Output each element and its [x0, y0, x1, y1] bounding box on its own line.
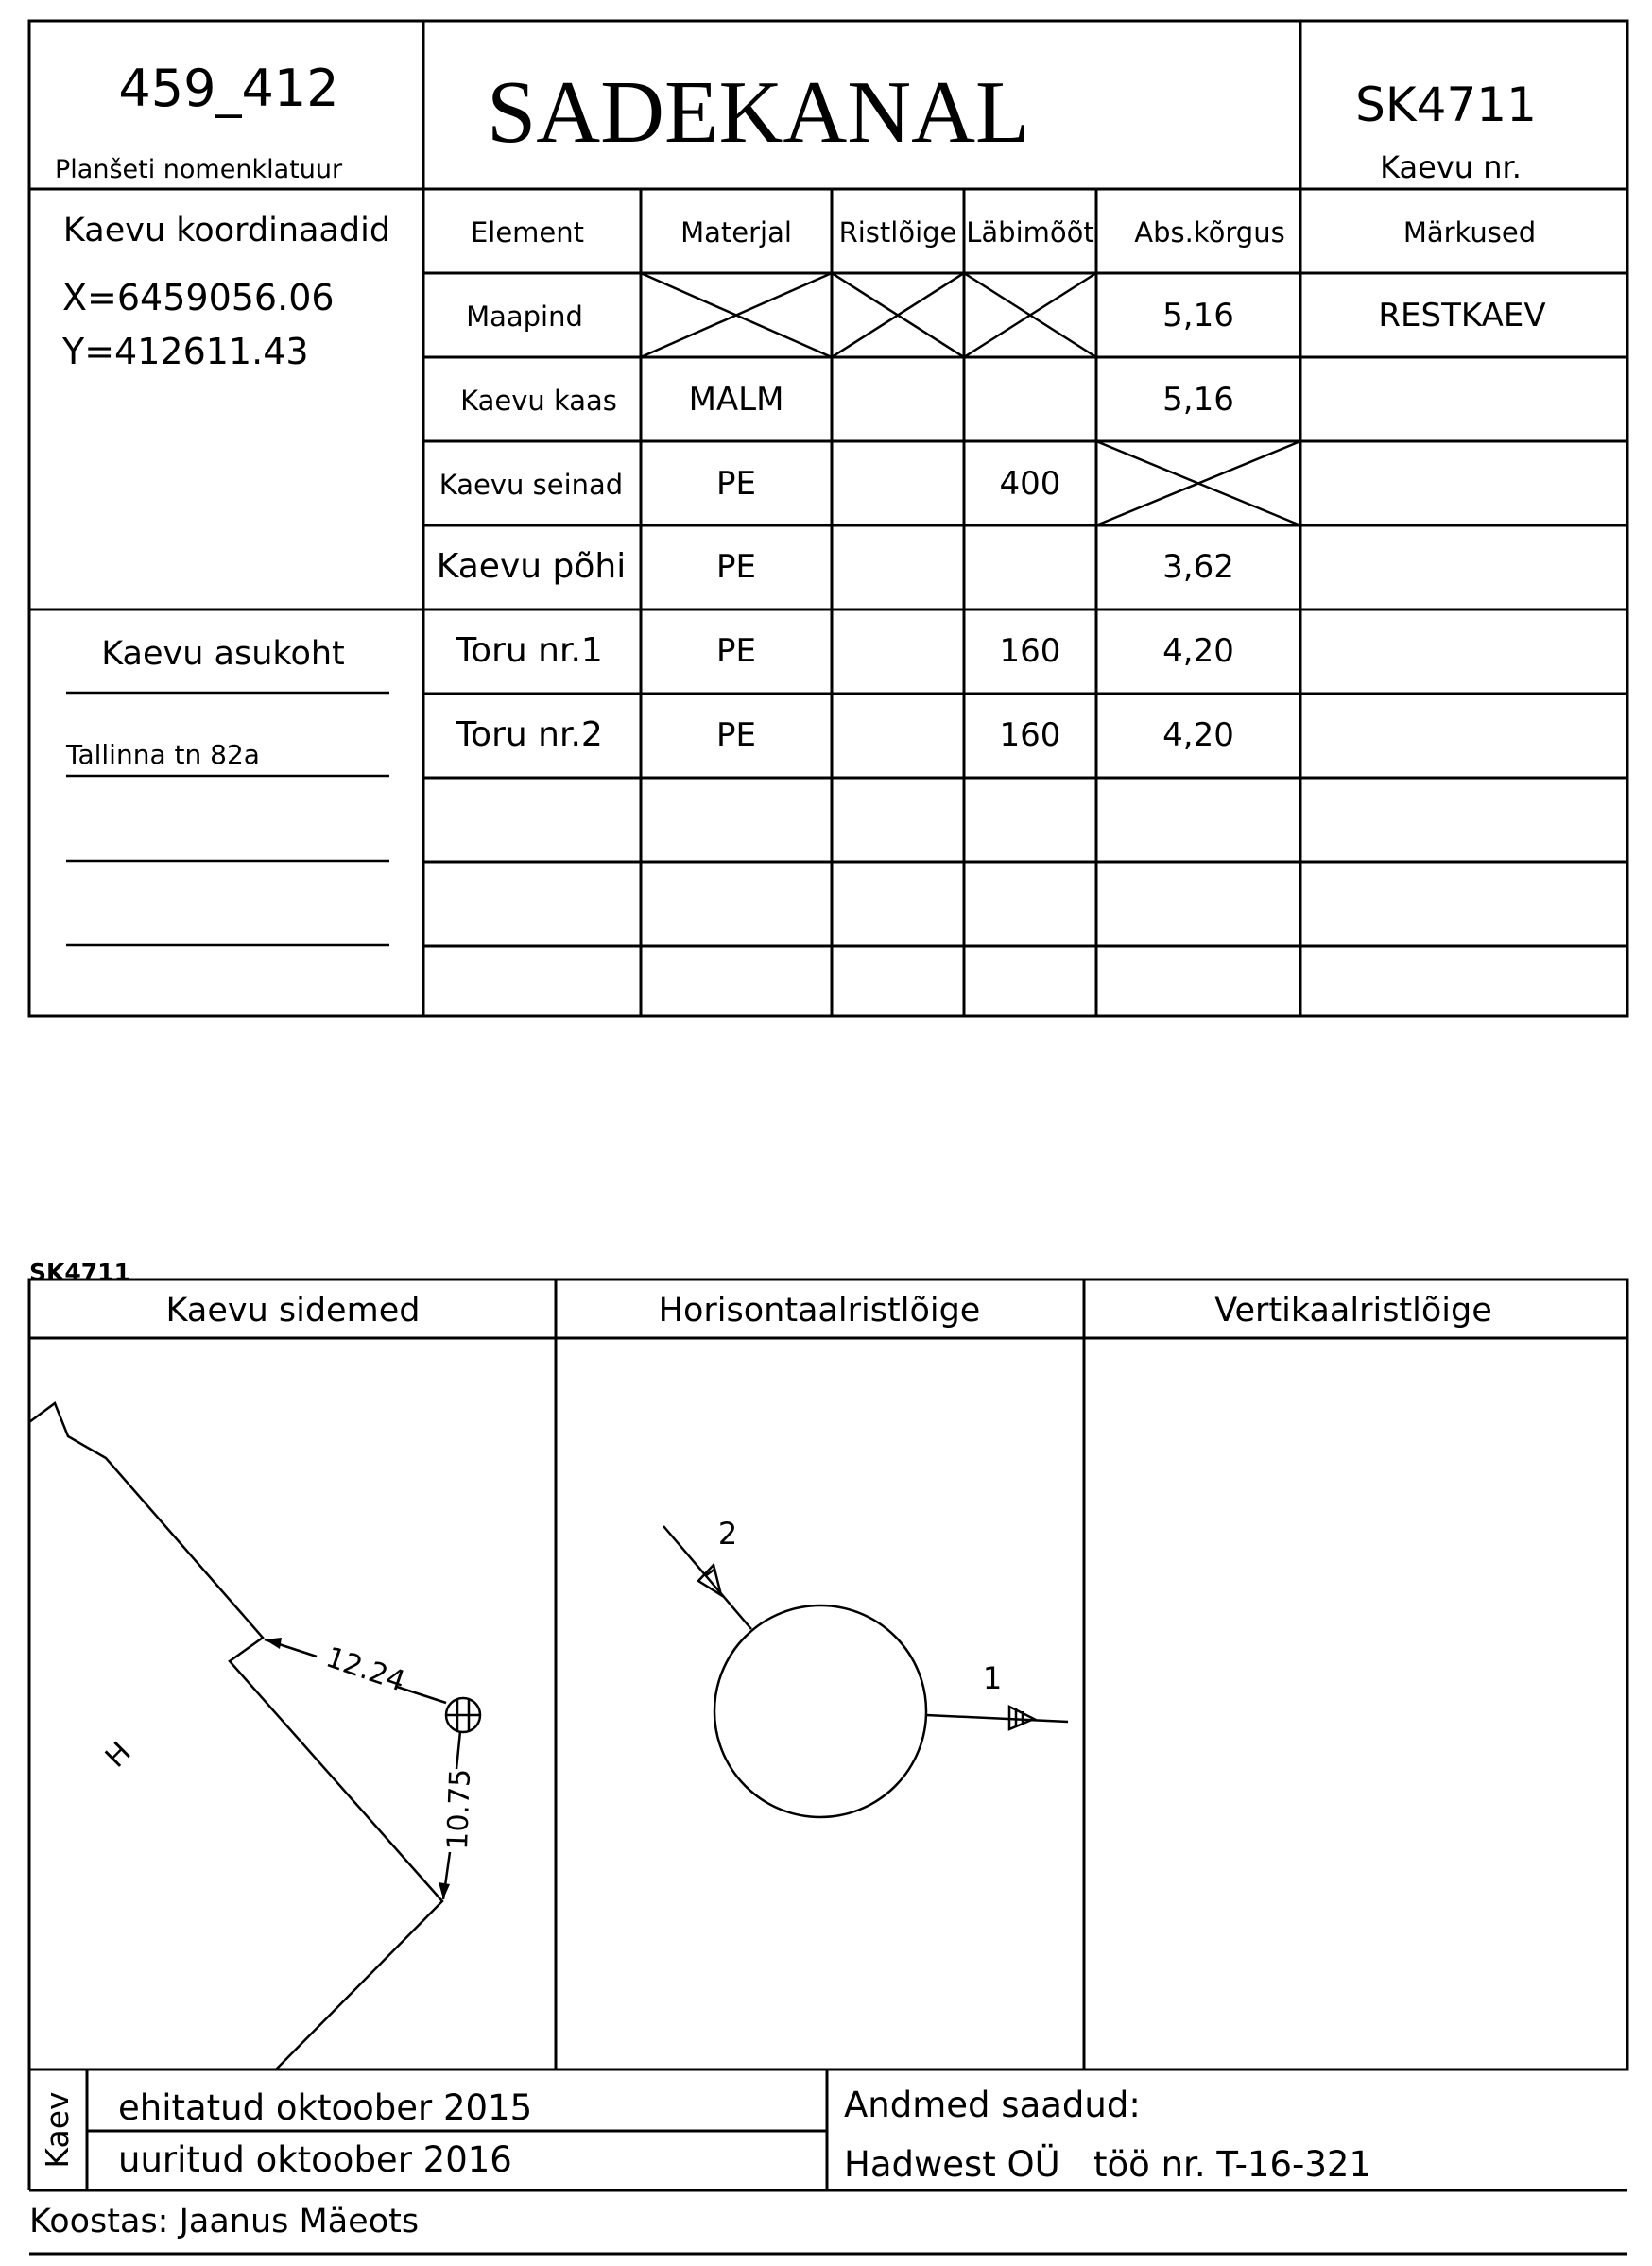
ties-drawing: [29, 1403, 480, 2069]
col-header-material: Materjal: [680, 216, 792, 249]
cell-element: Maapind: [466, 300, 583, 333]
page-title: SADEKANAL: [487, 63, 1030, 162]
well-number: SK4711: [1355, 77, 1537, 132]
panel-title-horizontal: Horisontaalristlõige: [658, 1292, 981, 1330]
cell-diameter: 160: [999, 716, 1061, 754]
horizontal-section-drawing: [663, 1516, 1068, 1817]
cell-material: PE: [716, 632, 756, 670]
cell-diameter: 400: [999, 465, 1061, 503]
table-row: [466, 297, 1545, 335]
cell-element: Kaevu seinad: [439, 469, 624, 501]
footer-side-label: Kaev: [39, 2091, 76, 2169]
coordinate-y: Y=412611.43: [62, 331, 309, 372]
col-header-element: Element: [470, 216, 585, 249]
col-header-remarks: Märkused: [1402, 216, 1537, 249]
location-address: Tallinna tn 82a: [66, 739, 260, 770]
built-date: ehitatud oktoober 2015: [118, 2087, 533, 2128]
survey-date: uuritud oktoober 2016: [118, 2139, 512, 2180]
well-number-label: Kaevu nr.: [1380, 149, 1522, 185]
plan-label: Planšeti nomenklatuur: [55, 155, 343, 184]
lower-frame: [29, 1279, 1627, 2069]
coordinate-x: X=6459056.06: [62, 277, 335, 318]
cell-elevation: 3,62: [1162, 548, 1234, 586]
cell-material: MALM: [688, 381, 784, 419]
cell-remarks: RESTKAEV: [1378, 297, 1546, 335]
dimension-label: 12.24: [321, 1640, 410, 1699]
table-row: [455, 715, 1234, 754]
col-header-elevation: Abs.kõrgus: [1134, 216, 1285, 249]
cell-element: Kaevu kaas: [460, 385, 617, 417]
col-header-diameter: Läbimõõt: [966, 216, 1094, 249]
cell-element: Toru nr.1: [456, 631, 603, 670]
sheet-tag: SK4711: [29, 1259, 130, 1286]
cell-material: PE: [716, 465, 756, 503]
location-label: Kaevu asukoht: [101, 635, 345, 673]
table-row: [460, 381, 1234, 419]
cell-elevation: 4,20: [1162, 632, 1234, 670]
table-row: [439, 465, 1061, 503]
data-source-label: Andmed saadud:: [844, 2085, 1141, 2125]
cell-element: Toru nr.2: [456, 715, 603, 754]
dimension-label: 10.75: [441, 1768, 477, 1851]
well-symbol-icon: [446, 1698, 480, 1732]
panel-title-ties: Kaevu sidemed: [165, 1292, 421, 1330]
pipe-1-label: 1: [982, 1660, 1003, 1696]
cell-elevation: 5,16: [1162, 297, 1234, 335]
col-header-section: Ristlõige: [838, 216, 957, 249]
plan-number: 459_412: [118, 59, 339, 118]
cell-elevation: 5,16: [1162, 381, 1234, 419]
cell-material: PE: [716, 716, 756, 754]
cell-elevation: 4,20: [1162, 716, 1234, 754]
cell-material: PE: [716, 548, 756, 586]
cell-element: Kaevu põhi: [436, 547, 627, 586]
cell-diameter: 160: [999, 632, 1061, 670]
coordinates-label: Kaevu koordinaadid: [62, 212, 391, 249]
data-source: Hadwest OÜ töö nr. T-16-321: [844, 2144, 1371, 2185]
panel-title-vertical: Vertikaalristlõige: [1214, 1292, 1492, 1330]
author: Koostas: Jaanus Mäeots: [29, 2203, 420, 2240]
table-row: [437, 547, 1234, 586]
table-row: [455, 631, 1234, 670]
building-mark: H: [98, 1735, 138, 1775]
table-header: [471, 216, 1536, 249]
pipe-2-label: 2: [717, 1516, 738, 1552]
